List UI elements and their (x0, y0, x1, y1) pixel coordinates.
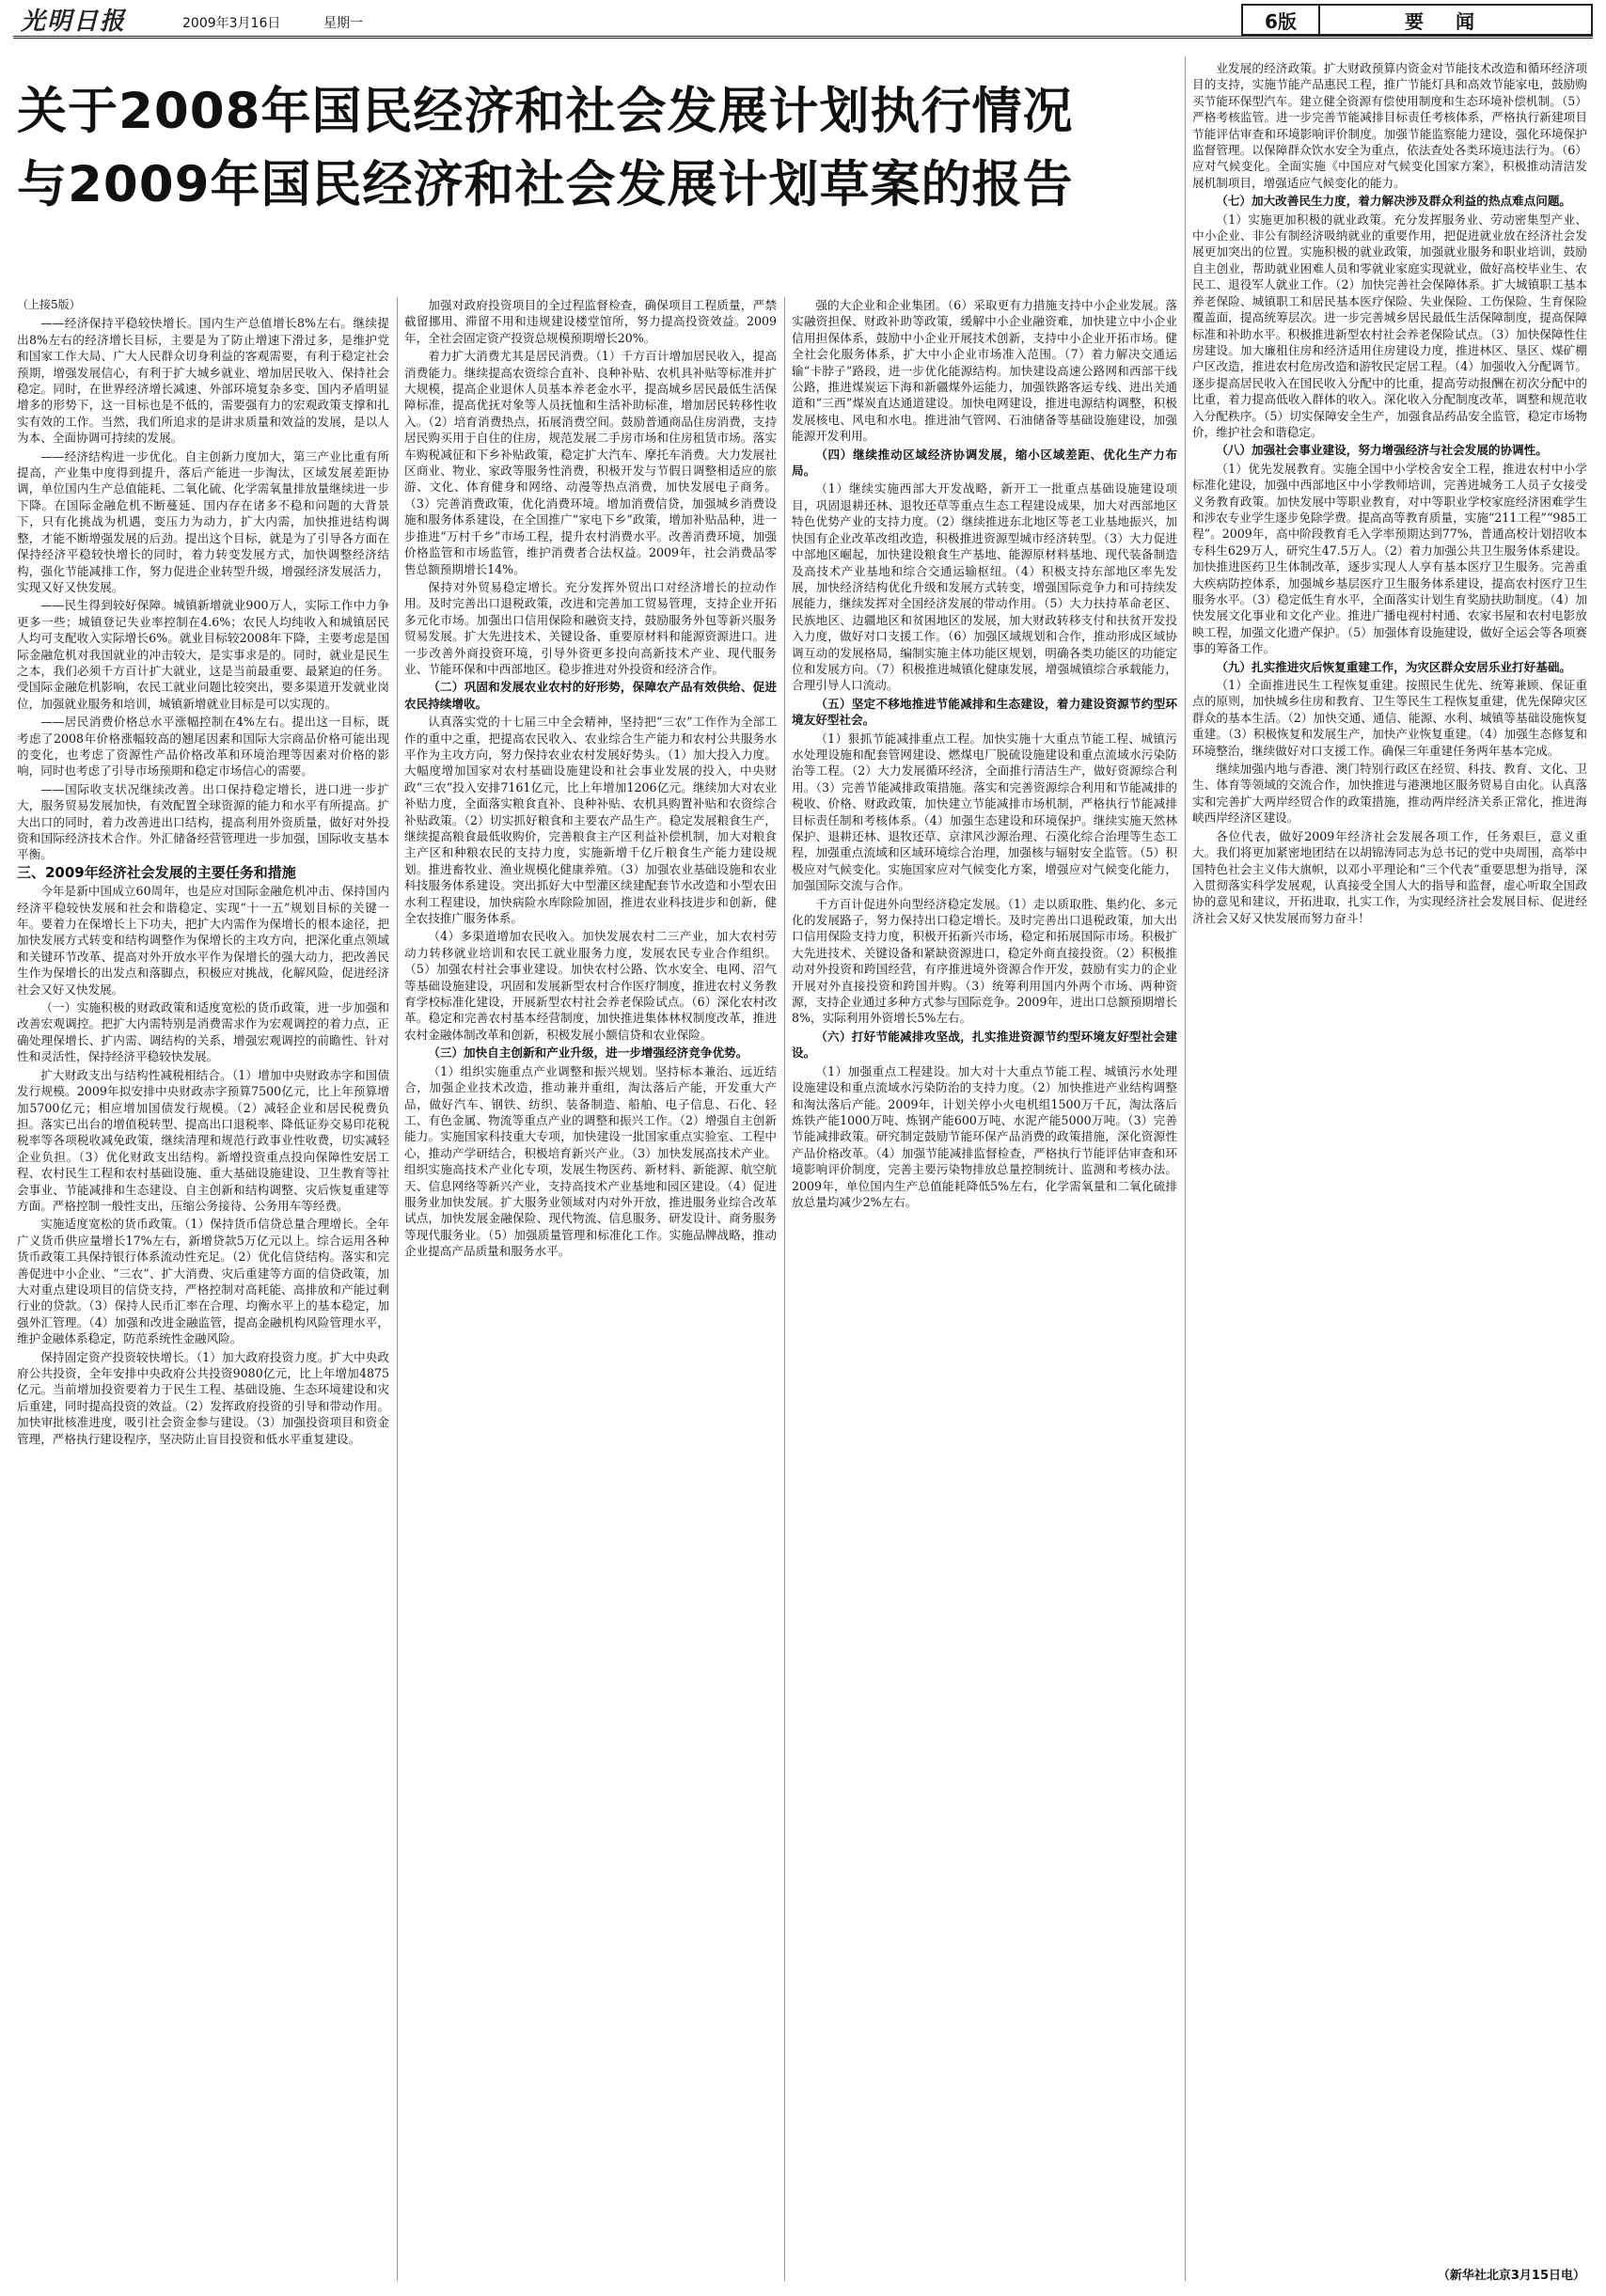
paragraph: ——经济保持平稳较快增长。国内生产总值增长8%左右。继续提出8%左右的经济增长目标，主要是为了防止增速下滑过多，是维护党和国家工作大局、广大人民群众切身利益的客观需要，有利于稳定社会预期，增强发展信心，有利于扩大城乡就业、增加居民收入、保持社会稳定。同时，在世界经济增长减速、外部环境复杂多变、国内矛盾明显增多的形势下，这一目标也是不低的，需要强有力的宏观政策支撑和扎实有效的工作。当然，我们所追求的是讲求质量和效益的发展，是以人为本、全面协调可持续的发展。 (17, 316, 389, 446)
paragraph: （1）加强重点工程建设。加大对十大重点节能工程、城镇污水处理设施建设和重点流域水污染防治的支持力度。（2）加快推进产业结构调整和淘汰落后产能。2009年，计划关停小火电机组1500万千瓦，淘汰落后炼铁产能1000万吨、炼钢产能600万吨、水泥产能5000万吨。（3）完善节能减排政策。研究制定鼓励节能环保产品消费的政策措施，深化资源性产品价格改革。（4）加强节能减排监督检查，严格执行节能评估审查和环境影响评价制度，完善主要污染物排放总量控制统计、监测和考核办法。2009年，单位国内生产总值能耗降低5%左右，化学需氧量和二氧化硫排放总量均减少2%左右。 (792, 1063, 1177, 1209)
continued-note: （上接5版） (17, 298, 81, 311)
paragraph: ——居民消费价格总水平涨幅控制在4%左右。提出这一目标，既考虑了2008年价格涨幅较高的翘尾因素和国际大宗商品价格可能出现的变化，也考虑了资源性产品价格改革和环境治理等因素对价格的影响，同时也考虑了引导市场预期和稳定市场信心的需要。 (17, 715, 389, 778)
column-divider (1185, 56, 1186, 2281)
paragraph: （1）优先发展教育。实施全国中小学校舍安全工程，推进农村中小学标准化建设，加强中西部地区中小学教师培训，完善进城务工人员子女接受义务教育政策。加快发展中等职业教育，对中等职业学校家庭经济困难学生和涉农专业学生逐步免除学费。提高高等教育质量，实施“211工程”“985工程”。2009年，高中阶段教育毛入学率预期达到77%，普通高校计划招收本专科生629万人，研究生47.5万人。（2）着力加强公共卫生服务体系建设。加快推进医药卫生体制改革，逐步实现人人享有基本医疗卫生服务。完善重大疾病防控体系，加强城乡基层医疗卫生服务体系建设，提高农村医疗卫生服务水平。（3）稳定低生育水平，全面落实计划生育奖励扶助制度。（4）加快发展文化事业和文化产业。推进广播电视村村通、农家书屋和农村电影放映工程，加强文化遗产保护。（5）加强体育设施建设，做好全运会等各项赛事的筹备工作。 (1192, 461, 1587, 656)
paragraph: （1）继续实施西部大开发战略，新开工一批重点基础设施建设项目，巩固退耕还林、退牧还草等重点生态工程建设成果，加大对西部地区特色优势产业的支持力度。（2）继续推进东北地区等老工业基地振兴，加快国有企业改革改组改造，积极推进资源型城市经济转型。（3）大力促进中部地区崛起，加快建设粮食生产基地、能源原材料基地、现代装备制造及高技术产业基地和综合交通运输枢纽。（4）积极支持东部地区率先发展，加快经济结构优化升级和发展方式转变，增强国际竞争力和可持续发展能力，继续发挥对全国经济发展的带动作用。（5）大力扶持革命老区、民族地区、边疆地区和贫困地区的发展，加大财政转移支付和扶贫开发投入力度，做好对口支援工作。（6）加强区域规划和合作，推动形成区域协调互动的发展格局，编制实施主体功能区规划，明确各类功能区的功能定位和发展方向。（7）积极推进城镇化健康发展，增强城镇综合承载能力，合理引导人口流动。 (792, 481, 1177, 693)
section-name: 要闻 (1405, 9, 1506, 33)
subsection-heading: （九）扎实推进灾后恢复重建工作，为灾区群众安居乐业打好基础。 (1216, 659, 1571, 674)
issue-weekday: 星期一 (323, 16, 363, 31)
paragraph: ——经济结构进一步优化。自主创新力度加大，第三产业比重有所提高，产业集中度得到提升，落后产能进一步淘汰，区域发展差距协调，单位国内生产总值能耗、二氧化硫、化学需氧量排放量继续进一步下降。在国际金融危机不断蔓延、国内存在诸多不稳和问题的大背景下，只有化挑战为机遇，变压力为动力，扩大内需，加快推进结构调整，才能不断增强发展的后劲。提出这个目标，就是为了引导各方面在保持经济平稳较快增长的同时，着力转变发展方式，加快调整经济结构，强化节能减排工作，努力促进企业转型升级，增强经济发展活力，实现又好又快发展。 (17, 448, 389, 594)
paragraph: （1）实施更加积极的就业政策。充分发挥服务业、劳动密集型产业、中小企业、非公有制经济吸纳就业的重要作用，把促进就业放在经济社会发展更加突出的位置。实施积极的就业政策，加强就业服务和职业培训，鼓励自主创业，帮助就业困难人员和零就业家庭实现就业，做好高校毕业生、农民工、退役军人就业工作。（2）加快完善社会保障体系。扩大城镇职工基本养老保险、城镇职工和居民基本医疗保险、失业保险、工伤保险、生育保险覆盖面，提高统筹层次。进一步完善城乡居民最低生活保障制度，提高保障标准和补助水平。积极推进新型农村社会养老保险试点。（3）加快保障性住房建设。加大廉租住房和经济适用住房建设力度，推进林区、垦区、煤矿棚户区改造，推进农村危房改造和游牧民定居工程。（4）加强收入分配调节。逐步提高居民收入在国民收入分配中的比重，提高劳动报酬在初次分配中的比重，着力提高低收入群体的收入。深化收入分配制度改革，调整和规范收入分配秩序。（5）切实保障安全生产，加强食品药品安全监管，稳定市场物价，维护社会和谐稳定。 (1192, 212, 1587, 439)
paragraph: 加强对政府投资项目的全过程监督检查，确保项目工程质量，严禁截留挪用、滞留不用和违规建设楼堂馆所，努力提高投资效益。2009年，全社会固定资产投资总规模预期增长20%。 (404, 298, 777, 345)
subsection-heading: （五）坚定不移地推进节能减排和生态建设，着力建设资源节约型环境友好型社会。 (792, 696, 1177, 728)
paragraph: 业发展的经济政策。扩大财政预算内资金对节能技术改造和循环经济项目的支持，实施节能产品惠民工程，推广节能灯具和高效节能家电，鼓励购买节能环保型汽车。建立健全资源有偿使用制度和生态环境补偿机制。（5）严格考核监管。进一步完善节能减排目标责任考核体系，严格执行新建项目节能评估审查和环境影响评价制度。加强节能监察能力建设，强化环境保护监督管理。以保障群众饮水安全为重点，依法查处各类环境违法行为。（6）应对气候变化。全面实施《中国应对气候变化国家方案》，积极推动清洁发展机制项目，增强适应气候变化的能力。 (1192, 61, 1587, 190)
paragraph: （1）全面推进民生工程恢复重建。按照民生优先、统筹兼顾、保证重点的原则，加快城乡住房和教育、卫生等民生工程恢复重建，优先保障灾区群众的基本生活。（2）加快交通、通信、能源、水利、城镇等基础设施恢复重建。（3）积极恢复和发展生产，加快产业恢复重建。（4）加强生态修复和环境整治，继续做好对口支援工作。确保三年重建任务两年基本完成。 (1192, 678, 1587, 758)
section-subhead: 三、2009年经济社会发展的主要任务和措施 (17, 863, 296, 881)
paragraph: 继续加强内地与香港、澳门特别行政区在经贸、科技、教育、文化、卫生、体育等领域的交流合作，加快推进与港澳地区服务贸易自由化。认真落实和完善扩大两岸经贸合作的政策措施，推动两岸经济关系正常化，推进海峡西岸经济区建设。 (1192, 762, 1587, 826)
paragraph: 着力扩大消费尤其是居民消费。（1）千方百计增加居民收入，提高消费能力。继续提高农资综合直补、良种补贴、农机具补贴等标准并扩大规模，提高企业退休人员基本养老金水平，提高城乡居民最低生活保障标准，提高优抚对象等人员抚恤和生活补助标准，增加居民转移性收入。（2）培育消费热点，拓展消费空间。鼓励普通商品住房消费，支持居民购买用于自住的住房，规范发展二手房市场和住房租赁市场。落实车购税减征和下乡补贴政策，稳定扩大汽车、摩托车消费。大力发展社区商业、物业、家政等服务性消费，积极开发与节假日调整相适应的旅游、文化、体育健身和网络、动漫等热点消费，加快发展电子商务。（3）完善消费政策，优化消费环境。增加消费信贷，加强城乡消费设施和服务体系建设，在全国推广“家电下乡”政策，增加补贴品种，进一步推进“万村千乡”市场工程，提升农村消费水平。改善消费环境，加强价格监管和市场监管，维护消费者合法权益。2009年，社会消费品零售总额预期增长14%。 (404, 349, 777, 576)
subsection-heading: （四）继续推动区域经济协调发展，缩小区域差距、优化生产力布局。 (792, 447, 1177, 479)
paragraph: （4）多渠道增加农民收入。加快发展农村二三产业，加大农村劳动力转移就业培训和农民工就业服务力度，发展农民专业合作组织。（5）加强农村社会事业建设。加快农村公路、饮水安全、电网、沼气等基础设施建设，巩固和发展新型农村合作医疗制度，推进农村义务教育学校标准化建设，开展新型农村社会养老保险试点。（6）深化农村改革。稳定和完善农村基本经营制度，加快推进集体林权制度改革，推进农村金融体制改革和创新，积极发展小额信贷和农业保险。 (404, 929, 777, 1042)
subsection-heading: （二）巩固和发展农业农村的好形势，保障农产品有效供给、促进农民持续增收。 (404, 680, 777, 711)
article-column-3 (792, 297, 1177, 2281)
paragraph: 各位代表，做好2009年经济社会发展各项工作，任务艰巨，意义重大。我们将更加紧密地团结在以胡锦涛同志为总书记的党中央周围，高举中国特色社会主义伟大旗帜，以邓小平理论和“三个代表”重要思想为指导，深入贯彻落实科学发展观，认真接受全国人大的指导和监督，虚心听取全国政协的意见和建议，开拓进取，扎实工作，为实现经济社会发展目标、促进经济社会又好又快发展而努力奋斗！ (1192, 828, 1587, 925)
headline-line-2: 与2009年国民经济和社会发展计划草案的报告 (17, 156, 1074, 213)
article-signoff: （新华社北京3月15日电） (1437, 2269, 1585, 2283)
article-column-4 (1192, 60, 1587, 2251)
subsection-heading: （八）加强社会事业建设，努力增强经济与社会发展的协调性。 (1216, 443, 1548, 458)
headline-line-1: 关于2008年国民经济和社会发展计划执行情况 (17, 83, 1074, 140)
subsection-heading: （六）打好节能减排攻坚战，扎实推进资源节约型环境友好型社会建设。 (792, 1029, 1177, 1061)
page-number: 6版 (1243, 6, 1320, 34)
article-column-2 (404, 297, 777, 2281)
subsection-heading: （三）加快自主创新和产业升级，进一步增强经济竞争优势。 (428, 1046, 748, 1061)
paragraph: （一）实施积极的财政政策和适度宽松的货币政策，进一步加强和改善宏观调控。把扩大内需特别是消费需求作为宏观调控的着力点，正确处理保增长、扩内需、调结构的关系，增强宏观调控的前瞻性、针对性和灵活性，保持经济平稳较快发展。 (17, 1000, 389, 1064)
article-column-1 (17, 297, 389, 2281)
issue-date: 2009年3月16日 (182, 16, 281, 31)
subsection-heading: （七）加大改善民生力度，着力解决涉及群众利益的热点难点问题。 (1216, 194, 1571, 209)
paragraph: （1）狠抓节能减排重点工程。加快实施十大重点节能工程、城镇污水处理设施和配套管网建设、燃煤电厂脱硫设施建设和重点流域水污染防治等工程。（2）大力发展循环经济，全面推行清洁生产，做好资源综合利用。（3）完善节能减排政策措施。落实和完善资源综合利用和节能减排的税收、价格、财政政策，加快建立节能减排市场机制，严格执行节能减排目标责任制和考核体系。（4）加强生态建设和环境保护。继续实施天然林保护、退耕还林、退牧还草、京津风沙源治理、石漠化综合治理等生态工程，加强重点流域和区域环境综合治理，加强核与辐射安全监管。（5）积极应对气候变化。实施国家应对气候变化方案，增强应对气候变化能力，加强国际交流与合作。 (792, 731, 1177, 893)
paragraph: 千方百计促进外向型经济稳定发展。（1）走以质取胜、集约化、多元化的发展路子，努力保持出口稳定增长。及时完善出口退税政策，加大出口信用保险支持力度，积极开拓新兴市场，稳定和拓展国际市场。积极扩大先进技术、关键设备和紧缺资源进口，稳定外商直接投资。（2）积极推动对外投资和跨国经营，有序推进境外资源合作开发，鼓励有实力的企业开展对外直接投资和跨国并购。（3）统筹利用国内外两个市场、两种资源，支持企业通过多种方式参与国际竞争。2009年，进出口总额预期增长8%，实际利用外资增长5%左右。 (792, 896, 1177, 1026)
masthead (13, 0, 1593, 39)
section-header (1241, 4, 1593, 36)
paragraph: 强的大企业和企业集团。（6）采取更有力措施支持中小企业发展。落实融资担保、财政补助等政策，缓解中小企业融资难，加快建立中小企业信用担保体系，鼓励中小企业开展技术创新，支持中小企业开拓市场。健全社会化服务体系，扩大中小企业市场准入范围。（7）着力解决交通运输“卡脖子”路段，进一步优化能源结构。加快建设高速公路网和西部干线公路，推进煤炭运下海和新疆煤外运能力，加强铁路客运专线、进出关通道和“三西”煤炭直达通道建设。加快电网建设，推进电源结构调整，积极发展核电、风电和水电。推进油气管网、石油储备等基础设施建设，加强能源开发利用。 (792, 298, 1177, 444)
paragraph: 扩大财政支出与结构性减税相结合。（1）增加中央财政赤字和国债发行规模。2009年拟安排中央财政赤字预算7500亿元，比上年预算增加5700亿元；相应增加国债发行规模。（2）减轻企业和居民税费负担。落实已出台的增值税转型、提高出口退税率、降低证券交易印花税税率等各项税收减免政策，继续清理和规范行政事业性收费，切实减轻企业负担。（3）优化财政支出结构。新增投资重点投向保障性安居工程、农村民生工程和农村基础设施、重大基础设施建设、卫生教育等社会事业、节能减排和生态建设、自主创新和结构调整、灾后恢复重建等方面。严格控制一般性支出，压缩公务接待、公务用车等经费。 (17, 1067, 389, 1213)
newspaper-logo: 光明日报 (21, 8, 127, 36)
paragraph: 今年是新中国成立60周年，也是应对国际金融危机冲击、保持国内经济平稳较快发展和社会和谐稳定、实现“十一五”规划目标的关键一年。要着力在保增长上下功夫，把扩大内需作为保增长的根本途径，把加快发展方式转变和结构调整作为保增长的主攻方向，把深化重点领域和关键环节改革、提高对外开放水平作为保增长的强大动力，把改善民生作为保增长的出发点和落脚点，积极应对挑战，化解风险，促进经济社会又好又快发展。 (17, 884, 389, 997)
column-divider (784, 297, 785, 2281)
paragraph: ——国际收支状况继续改善。出口保持稳定增长，进口进一步扩大，服务贸易发展加快，有效配置全球资源的能力和水平有所提高。扩大出口的同时，着力改善进出口结构，提高利用外资质量，做好对外投资和国际经济技术合作。外汇储备经营管理进一步加强，国际收支基本平衡。 (17, 781, 389, 862)
report-headline (17, 75, 1202, 222)
paragraph: 认真落实党的十七届三中全会精神，坚持把“三农”工作作为全部工作的重中之重，把提高农民收入、农业综合生产能力和农村公共服务水平作为主攻方向，努力保持农业农村发展好势头。（1）加大投入力度。大幅度增加国家对农村基础设施建设和社会事业发展的投入，中央财政“三农”投入安排7161亿元，比上年增加1206亿元。继续加大对农业补贴力度，全面落实粮食直补、良种补贴、农机具购置补贴和农资综合补贴政策。（2）切实抓好粮食和主要农产品生产。稳定发展粮食生产，继续提高粮食最低收购价，完善粮食主产区利益补偿机制，加大对粮食主产区和种粮农民的支持力度，实施新增千亿斤粮食生产能力建设规划。推进畜牧业、渔业规模化健康养殖。（3）加强农业基础设施和农业科技服务体系建设。突出抓好大中型灌区续建配套节水改造和小型农田水利工程建设，加快病险水库除险加固，推进农业科技进步和创新，健全农技推广服务体系。 (404, 715, 777, 926)
paragraph: 保持固定资产投资较快增长。（1）加大政府投资力度。扩大中央政府公共投资，全年安排中央政府公共投资9080亿元，比上年增加4875亿元。当前增加投资要着力于民生工程、基础设施、生态环境建设和灾后重建，同时提高投资的效益。（2）发挥政府投资的引导和带动作用。加快审批核准进度，吸引社会资金参与建设。（3）加强投资项目和资金管理，严格执行建设程序，坚决防止盲目投资和低水平重复建设。 (17, 1349, 389, 1446)
paragraph: ——民生得到较好保障。城镇新增就业900万人，实际工作中力争更多一些；城镇登记失业率控制在4.6%；农民人均纯收入和城镇居民人均可支配收入实际增长6%。就业目标较2008年下降，主要考虑是国际金融危机对我国就业的冲击较大，是实事求是的。同时，就业是民生之本，我们必须千方百计扩大就业，这是当前最重要、最紧迫的任务。受国际金融危机影响，农民工就业问题比较突出，要多渠道开发就业岗位，加强就业服务和培训，城镇新增就业目标是可以实现的。 (17, 598, 389, 711)
paragraph: （1）组织实施重点产业调整和振兴规划。坚持标本兼治、远近结合，加强企业技术改造，推动兼并重组，淘汰落后产能，开发重大产品，做好汽车、钢铁、纺织、装备制造、船舶、电子信息、石化、轻工、有色金属、物流等重点产业的调整和振兴工作。（2）增强自主创新能力。实施国家科技重大专项，加快建设一批国家重点实验室、工程中心，推动产学研结合，积极培育新兴产业。（3）加快发展高技术产业。组织实施高技术产业化专项，发展生物医药、新材料、新能源、航空航天、信息网络等新兴产业，支持高技术产业基地和园区建设。（4）促进服务业加快发展。扩大服务业领域对内对外开放，推进服务业综合改革试点，加快发展金融保险、现代物流、信息服务、研发设计、商务服务等现代服务业。（5）加强质量管理和标准化工作。实施品牌战略，推动企业提高产品质量和服务水平。 (404, 1063, 777, 1259)
paragraph: 保持对外贸易稳定增长。充分发挥外贸出口对经济增长的拉动作用。及时完善出口退税政策，改进和完善加工贸易管理，支持企业开拓多元化市场。加强出口信用保险和融资支持，鼓励服务外包等新兴服务贸易发展。扩大先进技术、关键设备、重要原材料和能源资源进口。进一步改善外商投资环境，引导外资更多投向高新技术产业、现代服务业、节能环保和中西部地区。稳步推进对外投资和经济合作。 (404, 579, 777, 676)
column-divider (397, 297, 398, 2281)
paragraph: 实施适度宽松的货币政策。（1）保持货币信贷总量合理增长。全年广义货币供应量增长17%左右，新增贷款5万亿元以上。综合运用各种货币政策工具保持银行体系流动性充足。（2）优化信贷结构。落实和完善促进中小企业、“三农”、扩大消费、灾后重建等方面的信贷政策，加大对重点建设项目的信贷支持，严格控制对高耗能、高排放和产能过剩行业的贷款。（3）保持人民币汇率在合理、均衡水平上的基本稳定，加强外汇管理。（4）加强和改进金融监管，提高金融机构风险管理水平，维护金融体系稳定，防范系统性金融风险。 (17, 1217, 389, 1346)
